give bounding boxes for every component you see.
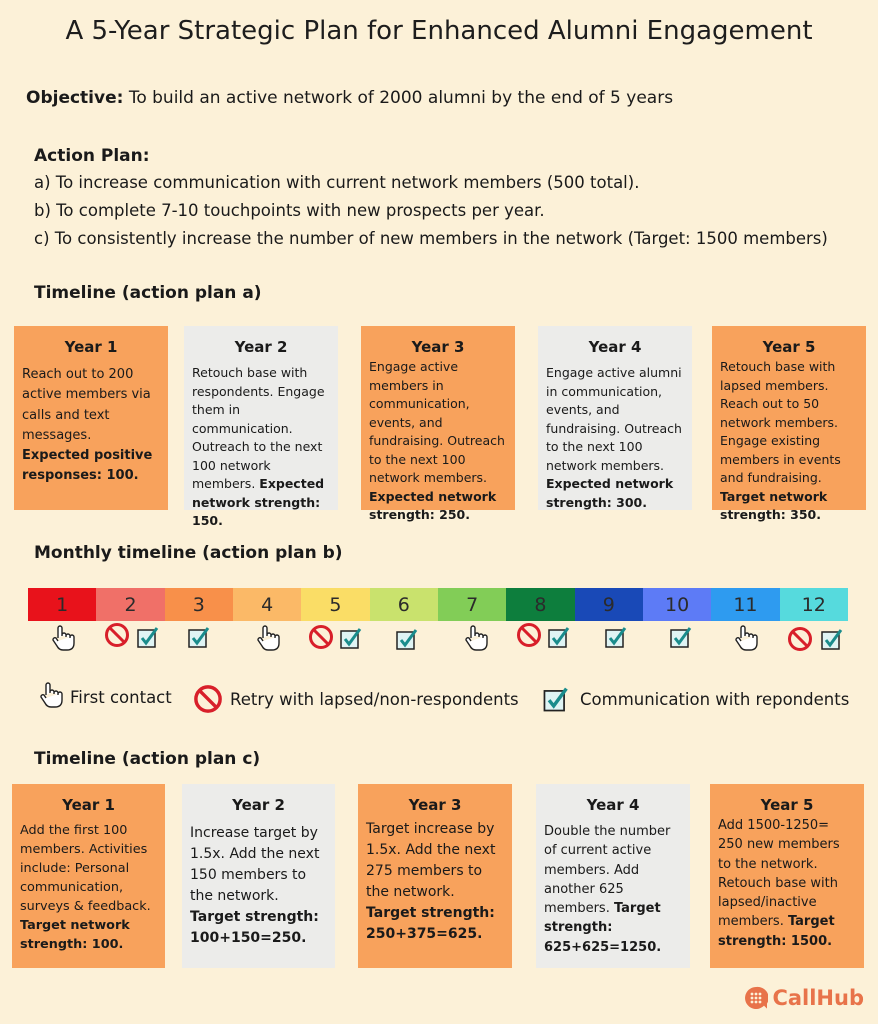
card-year: Year 1	[62, 796, 115, 814]
page-title: A 5-Year Strategic Plan for Enhanced Alumni Engagement	[65, 16, 813, 46]
card-year: Year 4	[586, 796, 640, 814]
timeline-a-card-year-5	[712, 326, 866, 523]
checkbox-checked-icon	[338, 625, 364, 651]
prohibited-icon	[193, 684, 223, 714]
month-9: 9	[575, 588, 643, 621]
action-plan-heading: Action Plan:	[34, 146, 150, 166]
card-year: Year 5	[762, 338, 816, 356]
card-text: Add the first 100 members. Activities include: Personal communication, surveys & feedback.	[20, 823, 151, 914]
callhub-logo-icon	[744, 986, 768, 1010]
card-year: Year 1	[64, 338, 118, 356]
checkbox-checked-icon	[603, 624, 629, 650]
card-text: Target increase by 1.5x. Add the next 275 members to the network.	[366, 820, 496, 900]
card-strong: Target network strength: 350.	[720, 488, 828, 523]
objective	[26, 88, 673, 108]
timeline-a-card-year-1	[14, 326, 168, 510]
card-text: Engage active alumni in communication, events, and fundraising. Outreach to the next 100 network members.	[546, 365, 682, 473]
card-text: Retouch base with respondents. Engage them in communication. Outreach to the next 100 network members.	[192, 365, 325, 492]
card-year: Year 2	[234, 338, 288, 356]
objective-label: Objective:	[26, 88, 124, 108]
card-text: Reach out to 200 active members via calls and text messages.	[22, 367, 151, 443]
card-text: Increase target by 1.5x. Add the next 150 members to the network.	[190, 824, 320, 904]
card-year: Year 3	[411, 338, 465, 356]
month-12: 12	[780, 588, 848, 621]
timeline-c-card-year-3	[358, 784, 512, 968]
month-1: 1	[28, 588, 96, 621]
month-7: 7	[438, 588, 506, 621]
card-strong: Target strength: 100+150=250.	[190, 908, 319, 946]
card-strong: Target strength: 1500.	[718, 914, 835, 949]
month-6: 6	[370, 588, 438, 621]
card-year: Year 5	[760, 796, 814, 814]
hand-pointer-icon	[50, 624, 76, 652]
timeline-c-heading: Timeline (action plan c)	[34, 749, 261, 769]
hand-pointer-icon	[733, 624, 759, 652]
checkbox-checked-icon	[186, 624, 212, 650]
card-year: Year 2	[232, 796, 285, 814]
checkbox-checked-icon	[135, 624, 161, 650]
card-strong: Target strength: 625+625=1250.	[544, 901, 662, 955]
card-text: Add 1500-1250= 250 new members to the network. Retouch base with lapsed/inactive members.	[718, 818, 840, 930]
action-plan-item-a: a) To increase communication with current network members (500 total).	[34, 173, 640, 192]
card-strong: Expected network strength: 150.	[192, 476, 325, 529]
action-plan-item-c: c) To consistently increase the number of new members in the network (Target: 1500 members)	[34, 229, 828, 248]
checkbox-checked-icon	[394, 626, 420, 652]
prohibited-icon	[104, 622, 130, 648]
legend-retry: Retry with lapsed/non-respondents	[230, 690, 519, 709]
checkbox-checked-icon	[541, 684, 571, 714]
month-4: 4	[233, 588, 301, 621]
checkbox-checked-icon	[819, 626, 845, 652]
month-8: 8	[506, 588, 574, 621]
month-11: 11	[711, 588, 779, 621]
action-plan-item-b: b) To complete 7-10 touchpoints with new prospects per year.	[34, 201, 545, 220]
timeline-a-card-year-4	[538, 326, 692, 510]
timeline-c-card-year-4	[536, 784, 690, 968]
prohibited-icon	[787, 626, 813, 652]
timeline-c-card-year-1	[12, 784, 165, 968]
callhub-logo-text: CallHub	[772, 986, 864, 1010]
legend-first-contact: First contact	[70, 688, 172, 707]
timeline-b-heading: Monthly timeline (action plan b)	[34, 543, 343, 563]
card-text: Double the number of current active members. Add another 625 members.	[544, 824, 671, 917]
month-bar	[28, 588, 848, 621]
card-year: Year 4	[588, 338, 642, 356]
month-3: 3	[165, 588, 233, 621]
hand-pointer-icon	[255, 624, 281, 652]
legend-communication: Communication with repondents	[580, 690, 850, 709]
card-strong: Expected network strength: 300.	[546, 476, 674, 510]
month-10: 10	[643, 588, 711, 621]
timeline-c-card-year-5	[710, 784, 864, 968]
checkbox-checked-icon	[546, 624, 572, 650]
hand-pointer-icon	[463, 624, 489, 652]
timeline-a-card-year-3	[361, 326, 515, 523]
card-year: Year 3	[408, 796, 462, 814]
card-text: Retouch base with lapsed members. Reach out to 50 network members. Engage existing members in events and fundraising.	[720, 359, 841, 486]
card-strong: Expected network strength: 250.	[369, 488, 497, 523]
checkbox-checked-icon	[668, 624, 694, 650]
hand-pointer-icon	[38, 680, 64, 710]
card-strong: Target strength: 250+375=625.	[366, 904, 495, 942]
timeline-c-card-year-2	[182, 784, 335, 968]
prohibited-icon	[516, 622, 542, 648]
timeline-a-heading: Timeline (action plan a)	[34, 283, 262, 303]
month-5: 5	[301, 588, 369, 621]
objective-text: To build an active network of 2000 alumni by the end of 5 years	[123, 88, 674, 108]
timeline-a-card-year-2	[184, 326, 338, 529]
prohibited-icon	[308, 624, 334, 650]
card-strong: Expected positive responses: 100.	[22, 447, 153, 483]
card-strong: Target network strength: 100.	[20, 917, 130, 952]
month-2: 2	[96, 588, 164, 621]
callhub-logo	[744, 986, 864, 1010]
card-text: Engage active members in communication, events, and fundraising. Outreach to the next 100 network members.	[369, 359, 505, 486]
